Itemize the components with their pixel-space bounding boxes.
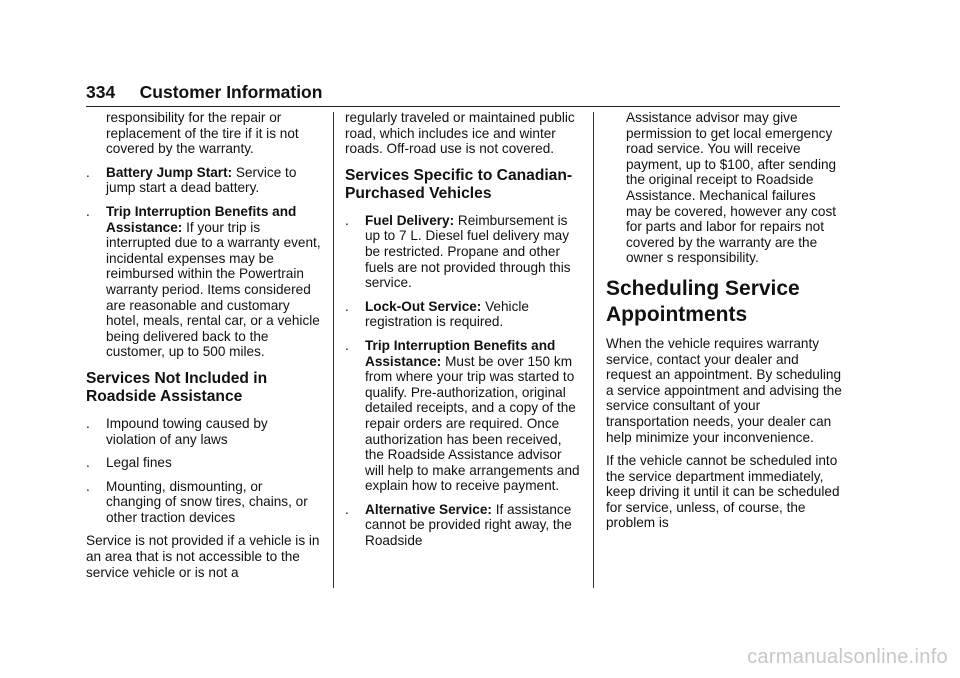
list-item	[86, 416, 321, 447]
bullet: .	[345, 212, 349, 228]
list-item	[345, 338, 581, 494]
bullet: .	[345, 298, 349, 314]
column-3	[606, 110, 842, 539]
section-heading: Scheduling Service Appointments	[606, 276, 800, 326]
column-divider	[333, 112, 334, 588]
item-label: Alternative Service:	[365, 501, 492, 517]
item-text: Reimbursement is up to 7 L. Diesel fuel delivery may be restricted. Propane and other fuels are not provided through this service.	[365, 212, 571, 291]
section-heading: Services Not Included in Roadside Assistance	[86, 369, 268, 405]
page-header	[86, 82, 840, 107]
item-text: Mounting, dismounting, or changing of snow tires, chains, or other traction devices	[106, 478, 308, 525]
continued-text: regularly traveled or maintained public road, which includes ice and winter roads. Off-road use is not covered.	[345, 110, 575, 157]
bullet: .	[86, 164, 90, 180]
item-label: Lock-Out Service:	[365, 298, 482, 314]
item-text: If your trip is interrupted due to a warranty event, incidental expenses may be reimbursed within the Powertrain warranty period. Items considered are reasonable and customary hotel, meals, rental car, or a vehicle being delivered back to the customer, up to 500 miles.	[106, 219, 321, 360]
item-text: Must be over 150 km from where your trip was started to qualify. Pre-authorization, original detailed receipts, and a copy of the repair orders are required. Once authorization has been received, the Roadside Assistance advisor will help to make arrangements and explain how to receive payment.	[365, 353, 580, 494]
list-item	[86, 165, 321, 196]
section-title: Customer Information	[139, 82, 323, 102]
column-divider	[593, 112, 594, 588]
list-item	[86, 204, 321, 360]
continued-text: responsibility for the repair or replacement of the tire if it is not covered by the warranty.	[106, 110, 299, 157]
list-item	[345, 502, 581, 549]
bullet: .	[86, 455, 90, 471]
watermark: carmanualsonline.info	[747, 646, 948, 668]
item-text: Service to jump start a dead battery.	[106, 164, 297, 196]
item-label: Fuel Delivery:	[365, 212, 455, 228]
bullet: .	[345, 501, 349, 517]
bullet: .	[86, 415, 90, 431]
continued-text: Assistance advisor may give permission to get local emergency road service. You will receive payment, up to $100, after sending the original receipt to Roadside Assistance. Mechanical failures may be covered, however any cost for parts and labor for repairs not covered by the warranty are the owner s responsibility.	[626, 110, 837, 266]
list-item	[345, 213, 581, 291]
paragraph: When the vehicle requires warranty service, contact your dealer and request an appointment. By scheduling a service appointment and advising the service consultant of your transportation needs, your dealer can help minimize your inconvenience.	[606, 335, 842, 445]
bullet: .	[86, 203, 90, 219]
page-number: 334	[86, 82, 116, 102]
list-item	[86, 479, 321, 526]
list-item	[86, 455, 321, 471]
item-label: Trip Interruption Benefits and Assistance:	[106, 203, 297, 235]
paragraph: If the vehicle cannot be scheduled into the service department immediately, keep driving it until it can be scheduled for service, unless, of course, the problem is	[606, 453, 840, 531]
item-text: Legal fines	[106, 455, 172, 471]
section-heading: Services Specific to Canadian-Purchased Vehicles	[345, 166, 573, 202]
item-text: If assistance cannot be provided right away, the Roadside	[365, 501, 572, 549]
item-text: Impound towing caused by violation of any laws	[106, 415, 268, 447]
item-label: Trip Interruption Benefits and Assistance:	[365, 337, 556, 369]
bullet: .	[345, 337, 349, 353]
list-item	[345, 299, 581, 330]
bullet: .	[86, 478, 90, 494]
item-label: Battery Jump Start:	[106, 164, 233, 180]
paragraph: Service is not provided if a vehicle is in an area that is not accessible to the service vehicle or is not a	[86, 533, 320, 580]
column-1	[86, 110, 321, 588]
item-text: Vehicle registration is required.	[365, 298, 529, 330]
column-2	[345, 110, 581, 557]
